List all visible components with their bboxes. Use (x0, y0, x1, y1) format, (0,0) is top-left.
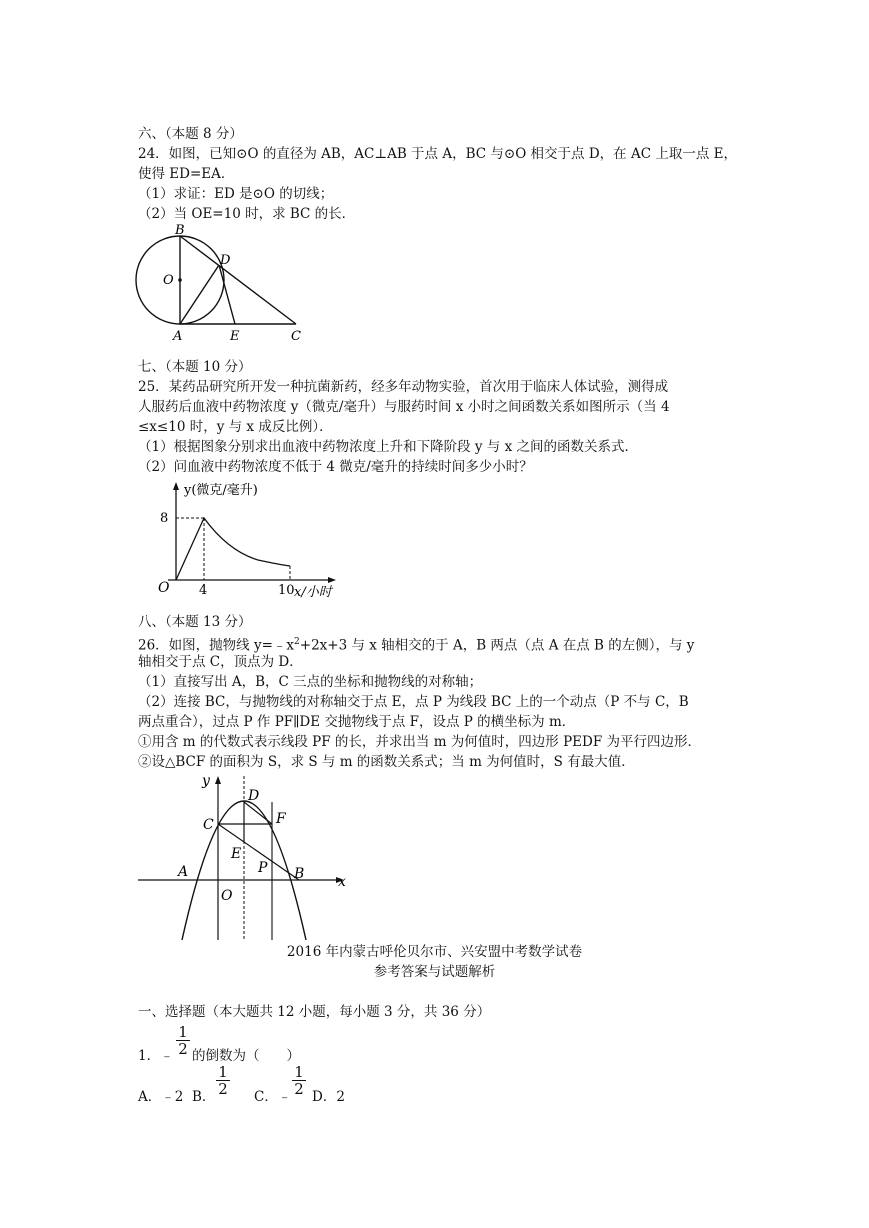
fig-label-F: F (276, 811, 286, 827)
fig-label-D: D (248, 788, 260, 804)
option-c-fraction: 1 2 (292, 1064, 306, 1097)
option-b-label: B． (192, 1089, 216, 1105)
q26-line6: ①用含 m 的代数式表示线段 PF 的长，并求出当 m 为何值时，四边形 PEDF 为平行四边形． (138, 734, 702, 750)
q26-line4: （2）连接 BC，与抛物线的对称轴交于点 E，点 P 为线段 BC 上的一个动点（P 不与 C，B (138, 694, 689, 710)
fig-label-B: B (294, 866, 305, 882)
label-O: O (163, 273, 174, 288)
q25-line1: 25．某药品研究所开发一种抗菌新药，经多年动物实验，首次用于临床人体试验，测得成 (138, 379, 669, 395)
q26-line2: 轴相交于点 C，顶点为 D． (138, 654, 303, 670)
fig-label-O: O (221, 888, 233, 904)
q25-line5: （2）问血液中药物浓度不低于 4 微克/毫升的持续时间多少小时？ (138, 459, 533, 475)
q1-question: 的倒数为（ ） (192, 1048, 300, 1064)
fig-label-C: C (203, 817, 214, 833)
fig-label-P: P (258, 860, 268, 876)
q24-line3: （1）求证：ED 是⊙O 的切线； (138, 186, 334, 202)
option-b-fraction: 1 2 (216, 1064, 230, 1097)
y-axis-label: y(微克/毫升) (184, 483, 258, 498)
option-c-label: C．﹣ (254, 1089, 292, 1105)
q26-line3: （1）直接写出 A，B，C 三点的坐标和抛物线的对称轴； (138, 674, 483, 690)
q26-line7: ②设△BCF 的面积为 S，求 S 与 m 的函数关系式；当 m 为何值时，S 有最大值． (138, 754, 635, 770)
q26-line5: 两点重合），过点 P 作 PF∥DE 交抛物线于点 F，设点 P 的横坐标为 m． (138, 714, 576, 730)
x-tick-10: 10 (278, 583, 295, 598)
q24-line1: 24．如图，已知⊙O 的直径为 AB，AC⊥AB 于点 A，BC 与⊙O 相交于点 D，在 AC 上取一点 E， (138, 146, 737, 162)
q26-section: 八、（本题 13 分） (138, 614, 252, 630)
q25-line2: 人服药后血液中药物浓度 y（微克/毫升）与服药时间 x 小时之间函数关系如图所示（当 4 (138, 399, 670, 415)
q26-parabola-figure (138, 772, 353, 942)
q24-circle-figure (130, 222, 310, 346)
fig-label-A: A (178, 864, 189, 880)
label-E: E (230, 329, 240, 344)
q1-prefix: 1．﹣ (138, 1048, 174, 1064)
q26-line1: 26．如图，抛物线 $y=﹣x^2+2x+3$ 与 x 轴相交的于 A，B 两点（点 A 在点 B 的左侧），与 y (138, 637, 695, 654)
fig-label-x: x (338, 874, 346, 890)
fig-label-y: y (202, 773, 210, 789)
origin-label: O (158, 580, 170, 596)
fig-label-E: E (231, 846, 242, 862)
q25-section: 七、（本题 10 分） (138, 359, 252, 375)
answers-subtitle: 参考答案与试题解析 (373, 964, 496, 980)
y-tick-8: 8 (160, 511, 169, 526)
q25-line3: ≤x≤10 时，y 与 x 成反比例）． (138, 419, 333, 435)
label-D: D (220, 253, 231, 268)
option-a: A．﹣2 (138, 1089, 184, 1105)
part1-heading: 一、选择题（本大题共 12 小题，每小题 3 分，共 36 分） (138, 1004, 491, 1020)
label-A: A (173, 329, 183, 344)
option-d: D．2 (312, 1089, 345, 1105)
q25-concentration-graph (140, 478, 345, 602)
x-axis-label: x/小时 (294, 585, 332, 600)
answers-title: 2016 年内蒙古呼伦贝尔市、兴安盟中考数学试卷 (286, 944, 583, 960)
label-B: B (175, 223, 185, 238)
q24-line2: 使得 ED=EA． (138, 166, 235, 182)
q24-section: 六、（本题 8 分） (138, 126, 243, 142)
q1-fraction: 1 2 (176, 1024, 190, 1057)
x-tick-4: 4 (199, 583, 208, 598)
label-C: C (291, 329, 301, 344)
q24-line4: （2）当 OE=10 时，求 BC 的长． (138, 206, 356, 222)
q25-line4: （1）根据图象分别求出血液中药物浓度上升和下降阶段 y 与 x 之间的函数关系式． (138, 439, 638, 455)
